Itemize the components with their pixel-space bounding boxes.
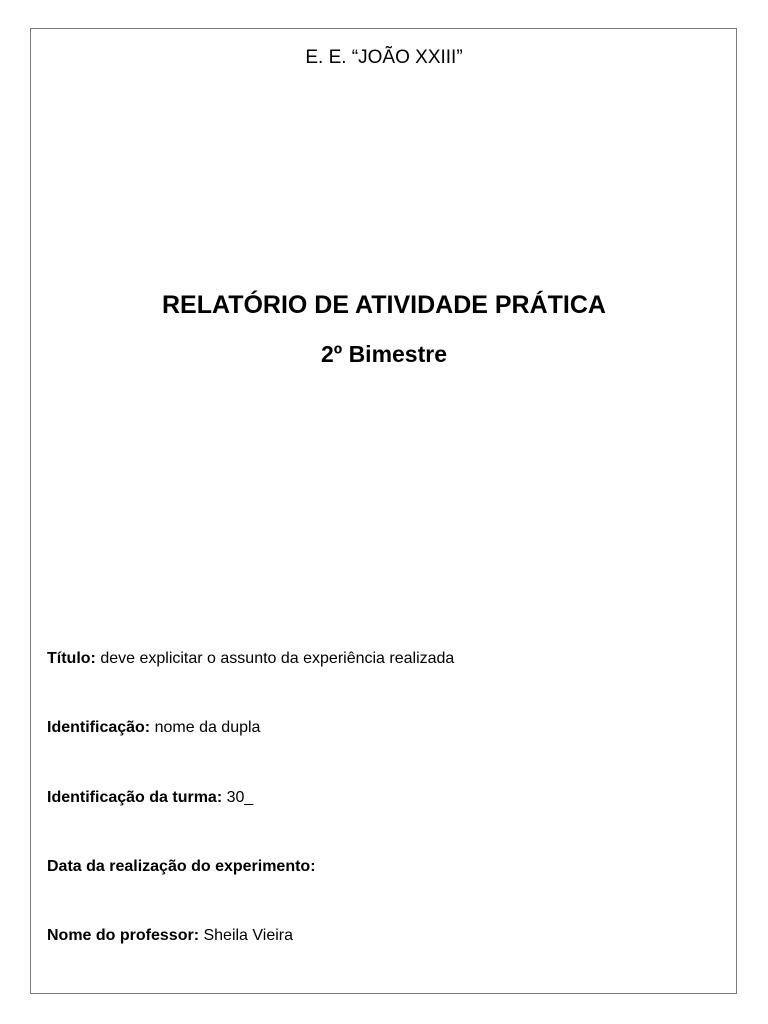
field-label: Identificação da turma: <box>47 789 223 806</box>
field-label: Data da realização do experimento: <box>47 858 316 875</box>
report-subtitle: 2º Bimestre <box>320 341 448 367</box>
field-value: Sheila Vieira <box>203 927 294 944</box>
field-label: Título: <box>47 650 96 667</box>
field-data-experimento <box>47 856 316 878</box>
field-identificacao <box>47 717 260 739</box>
field-value: nome da dupla <box>154 719 261 736</box>
field-label: Identificação: <box>47 719 151 736</box>
page-border <box>30 28 737 994</box>
field-titulo <box>47 648 454 670</box>
report-title: RELATÓRIO DE ATIVIDADE PRÁTICA <box>162 291 606 319</box>
field-turma <box>47 787 253 809</box>
field-value: 30_ <box>226 789 254 806</box>
field-value: deve explicitar o assunto da experiência realizada <box>100 650 455 667</box>
school-name: E. E. “JOÃO XXIII” <box>305 47 463 68</box>
field-label: Nome do professor: <box>47 927 200 944</box>
field-professor <box>47 925 293 947</box>
